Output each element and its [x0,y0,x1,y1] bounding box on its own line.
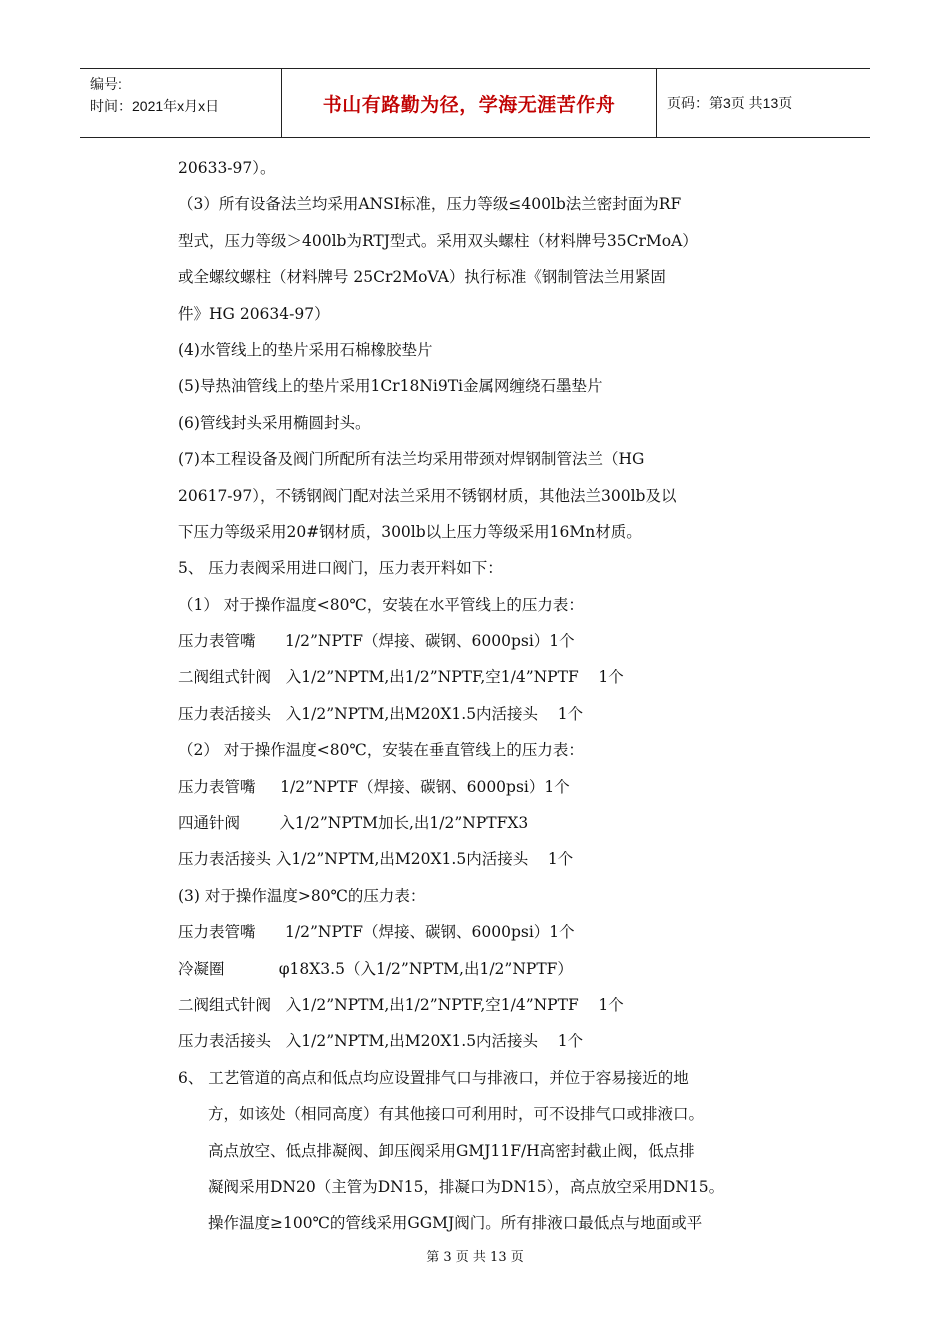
text-line: 冷凝圈 φ18X3.5（入1/2”NPTM,出1/2”NPTF） [178,959,573,978]
document-time: 时间：2021年x月x日 [90,98,220,114]
text-line: 压力表管嘴 1/2”NPTF（焊接、碳钢、6000psi）1个 [178,632,575,651]
text-line: 压力表管嘴 1/2”NPTF（焊接、碳钢、6000psi）1个 [178,923,575,942]
text-line: 6、 工艺管道的高点和低点均应设置排气口与排液口，并位于容易接近的地 [178,1068,689,1087]
text-line: (7)本工程设备及阀门所配所有法兰均采用带颈对焊钢制管法兰（HG [178,450,645,469]
text-line: 20617-97），不锈钢阀门配对法兰采用不锈钢材质，其他法兰300lb及以 [178,486,677,505]
text-line: (3) 对于操作温度>80℃的压力表： [178,886,426,905]
document-body [178,150,818,1242]
page-footer: 第 3 页 共 13 页 [426,1250,524,1265]
header-page-number: 页码：第3页 共13页 [667,95,793,111]
header-meta [80,69,282,137]
text-line: 四通针阀 入1/2”NPTM加长,出1/2”NPTFX3 [178,814,529,833]
text-line: 下压力等级采用20#钢材质，300lb以上压力等级采用16Mn材质。 [178,522,642,541]
text-line: (6)管线封头采用椭圆封头。 [178,413,371,432]
text-line: (4)水管线上的垫片采用石棉橡胶垫片 [178,340,433,359]
text-line: 5、 压力表阀采用进口阀门，压力表开料如下： [178,559,503,578]
text-line: 20633-97）。 [178,159,276,177]
text-line: 件》HG 20634-97） [178,304,330,323]
page-header [80,68,870,138]
text-line: 二阀组式针阀 入1/2”NPTM,出1/2”NPTF,空1/4”NPTF 1个 [178,668,624,687]
text-line: （1） 对于操作温度<80℃，安装在水平管线上的压力表： [178,595,584,614]
header-motto: 书山有路勤为径，学海无涯苦作舟 [282,69,657,137]
text-line: 凝阀采用DN20（主管为DN15，排凝口为DN15），高点放空采用DN15。 [208,1177,725,1196]
text-line: 二阀组式针阀 入1/2”NPTM,出1/2”NPTF,空1/4”NPTF 1个 [178,995,624,1014]
text-line: 压力表活接头 入1/2”NPTM,出M20X1.5内活接头 1个 [178,850,574,869]
text-line: （2） 对于操作温度<80℃，安装在垂直管线上的压力表： [178,741,584,760]
document-number: 编号: [90,76,122,92]
text-line: 压力表活接头 入1/2”NPTM,出M20X1.5内活接头 1个 [178,1032,584,1051]
text-line: 压力表活接头 入1/2”NPTM,出M20X1.5内活接头 1个 [178,704,584,723]
text-line: （3）所有设备法兰均采用ANSI标准，压力等级≤400lb法兰密封面为RF [178,195,682,214]
text-line: 型式，压力等级＞400lb为RTJ型式。采用双头螺柱（材料牌号35CrMoA） [178,231,698,250]
text-line: 压力表管嘴 1/2”NPTF（焊接、碳钢、6000psi）1个 [178,777,570,796]
text-line: (5)导热油管线上的垫片采用1Cr18Ni9Ti金属网缠绕石墨垫片 [178,377,603,396]
text-line: 或全螺纹螺柱（材料牌号 25Cr2MoVA）执行标准《钢制管法兰用紧固 [178,268,666,287]
text-line: 高点放空、低点排凝阀、卸压阀采用GMJ11F/H高密封截止阀，低点排 [208,1141,695,1160]
text-line: 方，如该处（相同高度）有其他接口可利用时，可不设排气口或排液口。 [208,1105,705,1124]
text-line: 操作温度≥100℃的管线采用GGMJ阀门。所有排液口最低点与地面或平 [208,1214,703,1233]
